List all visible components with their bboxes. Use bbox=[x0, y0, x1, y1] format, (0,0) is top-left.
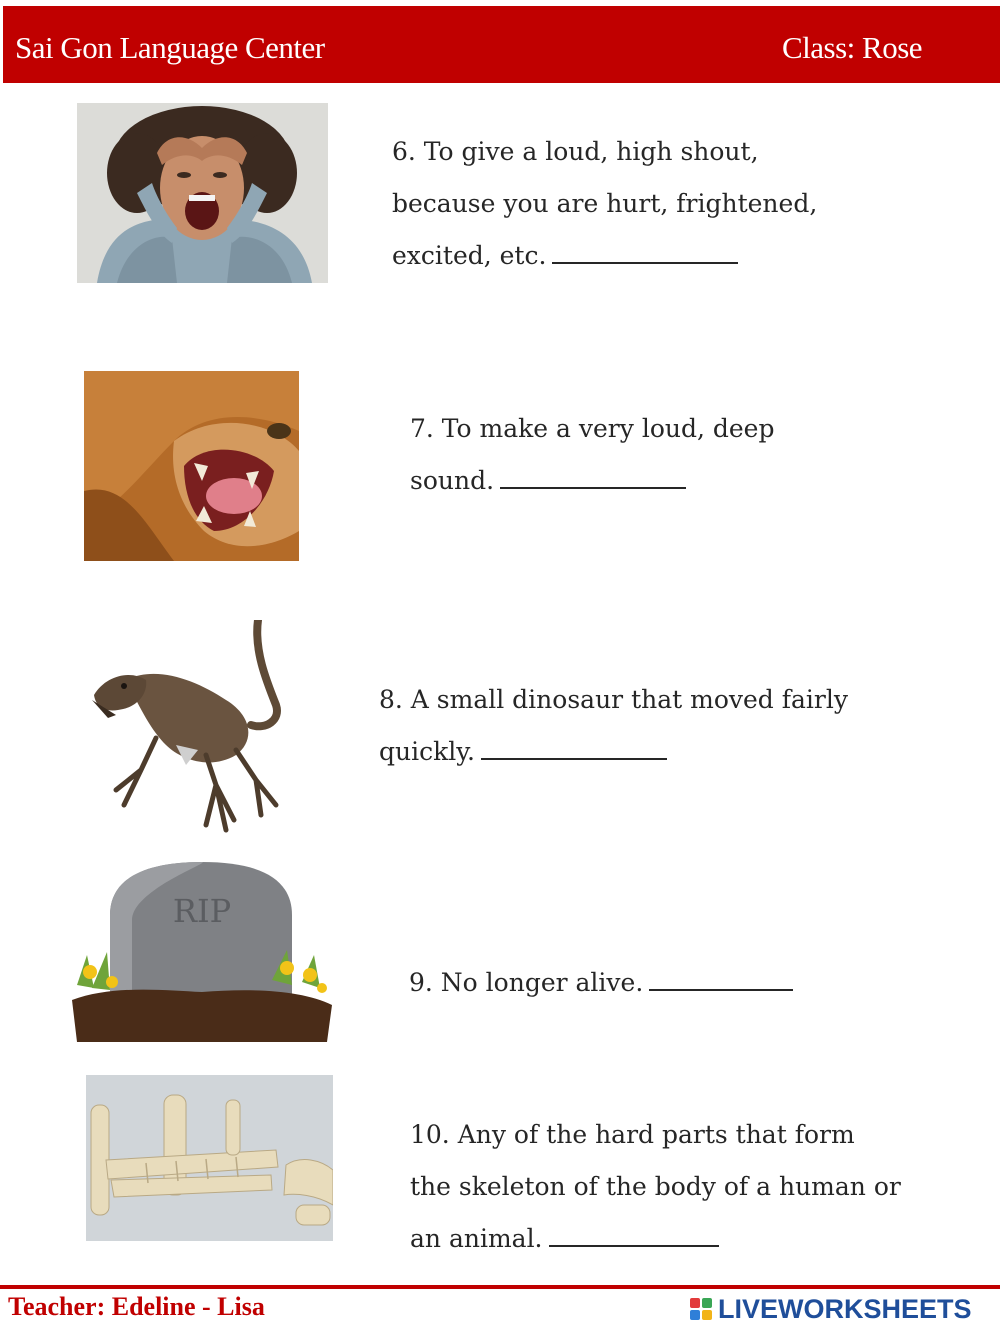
question-7-line-2: sound. bbox=[410, 466, 495, 495]
class-label: Class: Rose bbox=[782, 30, 923, 65]
question-7 bbox=[410, 403, 774, 507]
question-10-line-2: the skeleton of the body of a human or bbox=[410, 1172, 901, 1201]
answer-blank-6[interactable] bbox=[552, 238, 738, 264]
question-6-line-3: excited, etc. bbox=[392, 241, 547, 270]
question-8 bbox=[379, 674, 848, 778]
answer-blank-8[interactable] bbox=[481, 734, 667, 760]
question-8-line-2: quickly. bbox=[379, 737, 475, 766]
tombstone-image bbox=[72, 860, 332, 1042]
center-name: Sai Gon Language Center bbox=[15, 30, 325, 65]
liveworksheets-brand-text: LIVEWORKSHEETS bbox=[718, 1293, 972, 1324]
footer-divider bbox=[0, 1285, 1000, 1289]
answer-blank-7[interactable] bbox=[500, 463, 686, 489]
question-9-line-1: 9. No longer alive. bbox=[409, 968, 644, 997]
question-8-line-1: 8. A small dinosaur that moved fairly bbox=[379, 685, 848, 714]
screaming-woman-photo bbox=[77, 103, 328, 283]
question-10-line-1: 10. Any of the hard parts that form bbox=[410, 1120, 855, 1149]
question-10-line-3: an animal. bbox=[410, 1224, 543, 1253]
liveworksheets-logo-icon bbox=[690, 1298, 712, 1320]
question-7-line-1: 7. To make a very loud, deep bbox=[410, 414, 775, 443]
question-6 bbox=[392, 126, 817, 282]
question-6-line-1: 6. To give a loud, high shout, bbox=[392, 137, 759, 166]
bones-photo bbox=[86, 1075, 333, 1241]
roaring-lion-photo bbox=[84, 371, 299, 561]
question-6-line-2: because you are hurt, frightened, bbox=[392, 189, 818, 218]
teacher-name: Teacher: Edeline - Lisa bbox=[8, 1292, 265, 1321]
question-9 bbox=[409, 957, 793, 1009]
header bbox=[0, 0, 1000, 84]
answer-blank-10[interactable] bbox=[549, 1221, 719, 1247]
answer-blank-9[interactable] bbox=[649, 965, 793, 991]
tombstone-rip-text: RIP bbox=[172, 892, 232, 930]
liveworksheets-logo[interactable] bbox=[690, 1294, 972, 1324]
dinosaur-image bbox=[86, 620, 284, 835]
question-10 bbox=[410, 1109, 901, 1265]
